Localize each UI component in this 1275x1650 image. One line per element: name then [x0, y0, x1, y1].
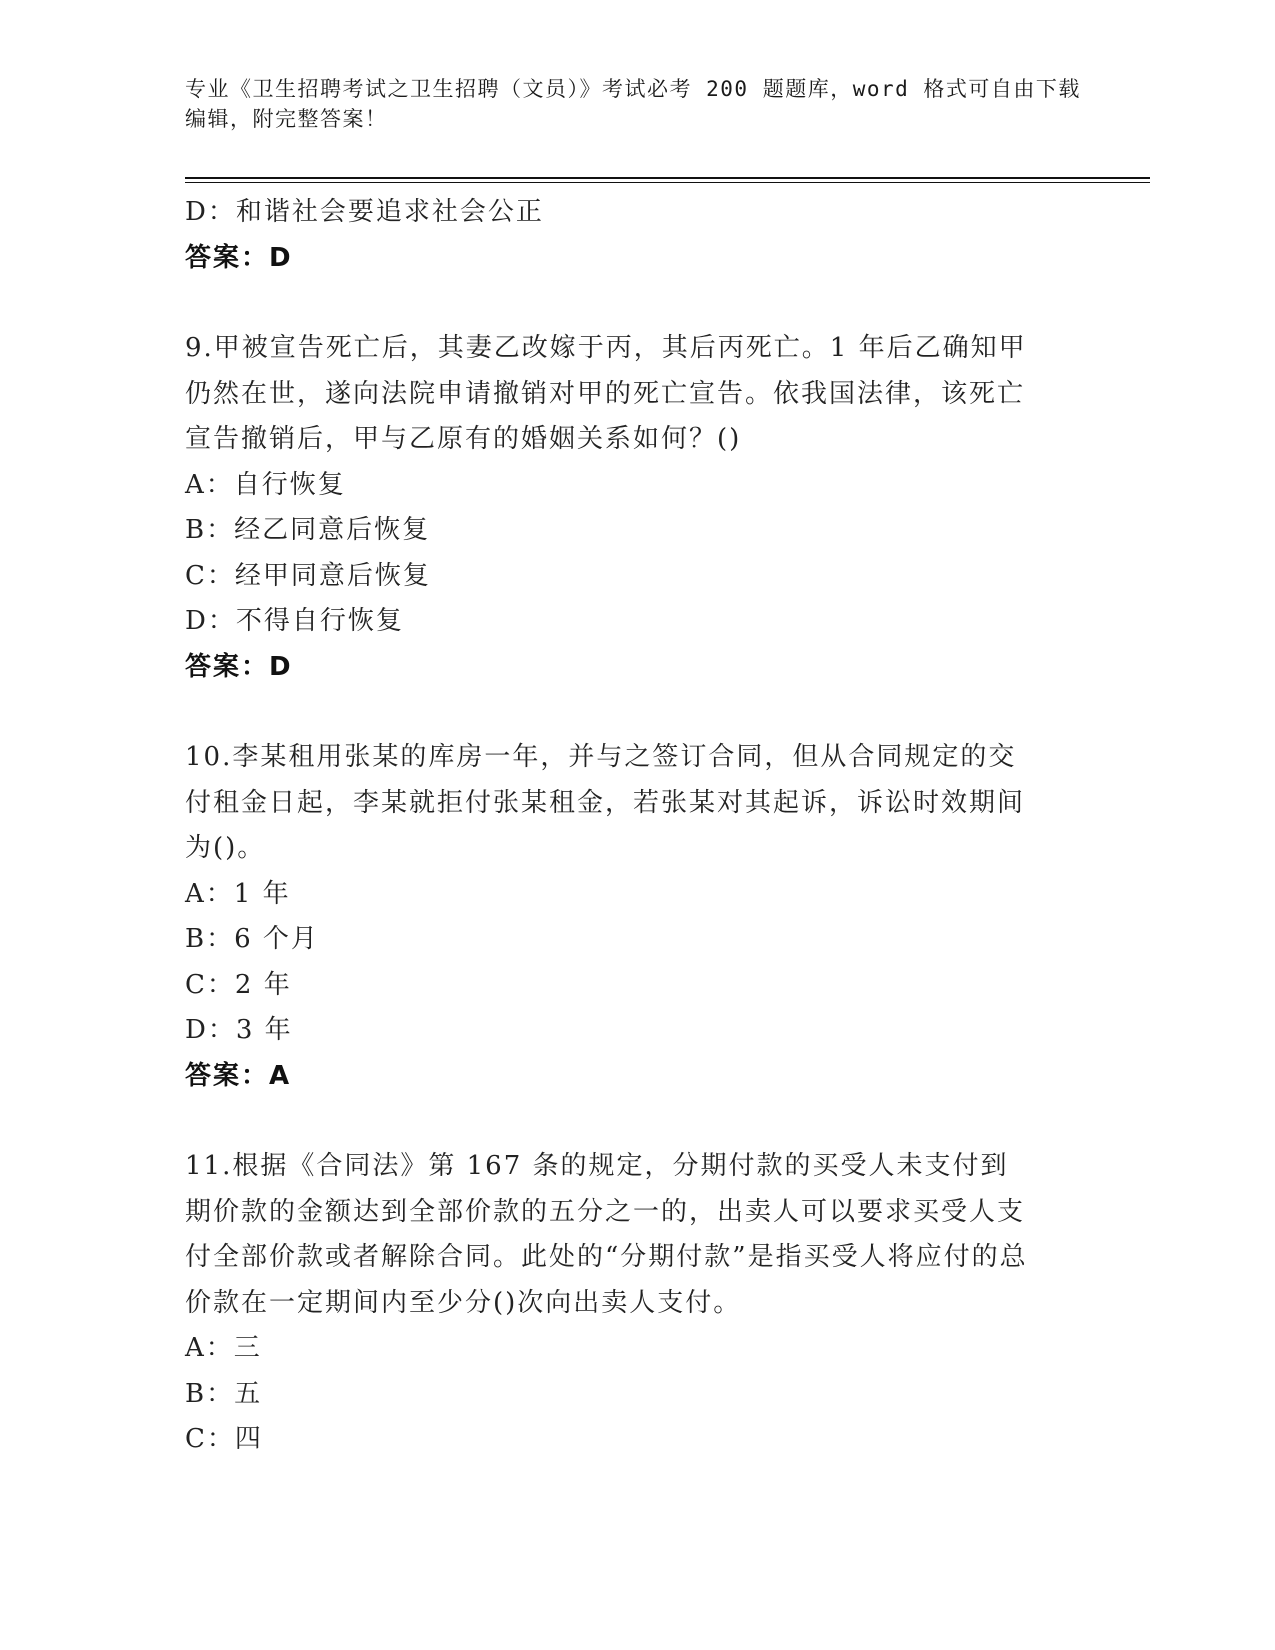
question-11	[185, 1144, 1085, 1463]
option-c: C：四	[185, 1424, 263, 1454]
header-rule-thick	[185, 177, 1150, 179]
spacer	[185, 281, 1085, 326]
option-c: C：经甲同意后恢复	[185, 560, 431, 591]
option-d: D：3 年	[185, 1015, 293, 1045]
answer: 答案：A	[185, 1060, 292, 1091]
question-text: 9.甲被宣告死亡后，其妻乙改嫁于丙，其后丙死亡。1 年后乙确知甲仍然在世，遂向法院申请撤销对甲的死亡宣告。依我国法律，该死亡宣告撤销后，甲与乙原有的婚姻关系如何？()	[185, 333, 1027, 454]
carry-over-option-d: D：和谐社会要追求社会公正	[185, 197, 544, 227]
spacer	[185, 1099, 1085, 1144]
option-a: A：三	[185, 1333, 262, 1363]
question-text: 11.根据《合同法》第 167 条的规定，分期付款的买受人未支付到期价款的金额达到全部价款的五分之一的，出卖人可以要求买受人支付全部价款或者解除合同。此处的“分期付款”是指买受人将应付的总价款在一定期间内至少分()次向出卖人支付。	[185, 1151, 1028, 1318]
question-content	[185, 190, 1085, 1463]
page-header: 专业《卫生招聘考试之卫生招聘（文员）》考试必考 200 题题库，word 格式可自由下载编辑，附完整答案！	[185, 77, 1081, 131]
option-b: B：五	[185, 1378, 263, 1409]
option-c: C：2 年	[185, 969, 292, 1000]
option-a: A：自行恢复	[185, 469, 346, 500]
spacer	[185, 690, 1085, 735]
option-b: B：经乙同意后恢复	[185, 515, 431, 545]
question-text: 10.李某租用张某的库房一年，并与之签订合同，但从合同规定的交付租金日起，李某就拒付张某租金，若张某对其起诉，诉讼时效期间为()。	[185, 742, 1026, 863]
question-9	[185, 326, 1085, 690]
carry-over-answer: 答案：D	[185, 242, 293, 273]
option-b: B：6 个月	[185, 924, 319, 954]
question-10	[185, 735, 1085, 1099]
header-rule-thin	[185, 182, 1150, 183]
option-a: A：1 年	[185, 878, 291, 909]
answer: 答案：D	[185, 651, 293, 682]
option-d: D：不得自行恢复	[185, 606, 404, 636]
